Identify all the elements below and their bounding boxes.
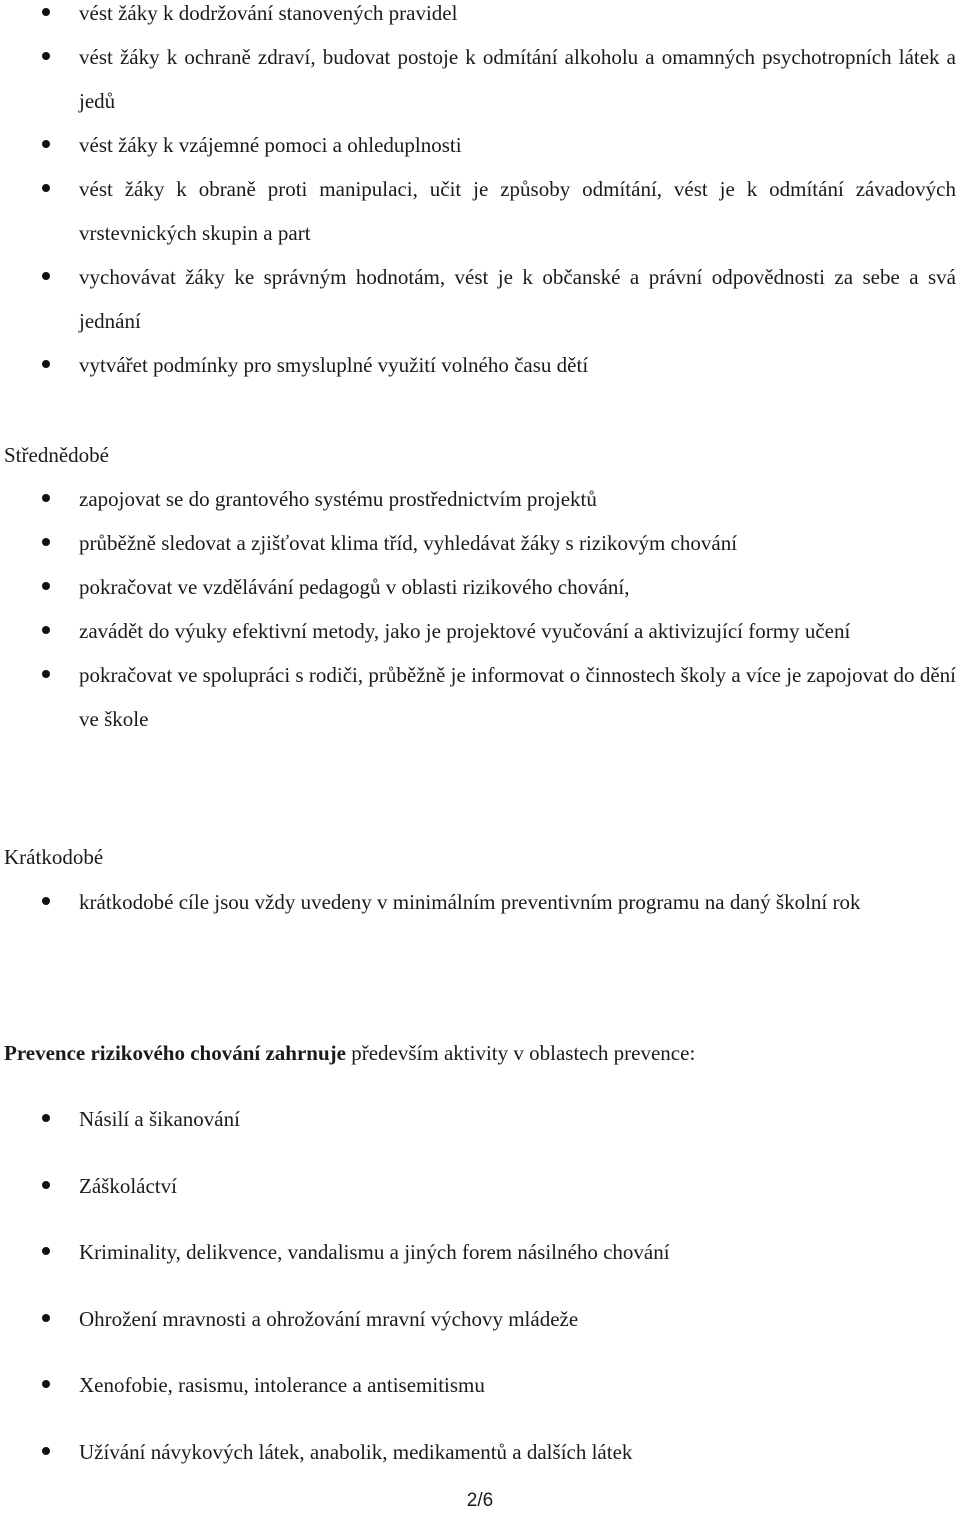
list-item — [0, 35, 960, 123]
bullet-icon — [42, 8, 50, 16]
bullet-icon — [42, 1314, 50, 1322]
list-item — [0, 0, 960, 35]
list-item-text: vytvářet podmínky pro smysluplné využití volného času dětí — [79, 353, 589, 377]
list-item-text: zavádět do výuky efektivní metody, jako je projektové vyučování a aktivizující formy učení — [79, 619, 851, 643]
bullet-icon — [42, 897, 50, 905]
prevention-intro-bold: Prevence rizikového chování zahrnuje — [4, 1041, 346, 1065]
list-item — [0, 521, 960, 565]
list-item-text: vychovávat žáky ke správným hodnotám, vést je k občanské a právní odpovědnosti za sebe a svá jednání — [79, 265, 956, 333]
list-item — [0, 1363, 960, 1407]
list-item-text: pokračovat ve vzdělávání pedagogů v oblasti rizikového chování, — [79, 575, 630, 599]
list-item — [0, 1430, 960, 1474]
list-item — [0, 343, 960, 387]
list-item-text: Ohrožení mravnosti a ohrožování mravní výchovy mládeže — [79, 1306, 579, 1331]
list-item-text: zapojovat se do grantového systému prostřednictvím projektů — [79, 487, 597, 511]
list-item-text: Užívání návykových látek, anabolik, medikamentů a dalších látek — [79, 1439, 633, 1464]
bullet-icon — [42, 272, 50, 280]
bullet-icon — [42, 494, 50, 502]
list-item-text: pokračovat ve spolupráci s rodiči, průběžně je informovat o činnostech školy a více je zapojovat do dění ve škole — [79, 663, 956, 731]
prevention-intro — [4, 1038, 695, 1068]
prevention-intro-rest: především aktivity v oblastech prevence: — [345, 1041, 696, 1065]
goals-list-long-term — [0, 0, 960, 387]
list-item-text: vést žáky k vzájemné pomoci a ohleduplnosti — [79, 133, 462, 157]
list-item-text: Násilí a šikanování — [79, 1107, 240, 1131]
list-item-text: Záškoláctví — [79, 1173, 177, 1198]
bullet-icon — [42, 582, 50, 590]
list-item-text: Xenofobie, rasismu, intolerance a antisemitismu — [79, 1373, 485, 1397]
bullet-icon — [42, 140, 50, 148]
goals-list-short-term — [0, 880, 960, 924]
bullet-icon — [42, 1181, 50, 1189]
list-item — [0, 1230, 960, 1274]
bullet-icon — [42, 626, 50, 634]
list-item-text: krátkodobé cíle jsou vždy uvedeny v minimálním preventivním programu na daný školní rok — [79, 890, 861, 914]
list-item-text: průběžně sledovat a zjišťovat klima tříd, vyhledávat žáky s rizikovým chování — [79, 531, 738, 555]
list-item — [0, 609, 960, 653]
list-item-text: vést žáky k dodržování stanovených pravidel — [79, 1, 458, 25]
bullet-icon — [42, 52, 50, 60]
list-item — [0, 255, 960, 343]
list-item — [0, 653, 960, 741]
list-item — [0, 1097, 960, 1141]
list-item — [0, 565, 960, 609]
bullet-icon — [42, 1114, 50, 1122]
page-number: 2/6 — [466, 1490, 494, 1511]
list-item — [0, 1297, 960, 1341]
list-item — [0, 880, 960, 924]
bullet-icon — [42, 1447, 50, 1455]
list-item — [0, 123, 960, 167]
list-item — [0, 477, 960, 521]
goals-list-medium-term — [0, 477, 960, 741]
bullet-icon — [42, 1380, 50, 1388]
list-item-text: vést žáky k obraně proti manipulaci, učit je způsoby odmítání, vést je k odmítání závadových vrstevnických skupin a part — [79, 177, 956, 245]
bullet-icon — [42, 360, 50, 368]
bullet-icon — [42, 184, 50, 192]
list-item — [0, 1164, 960, 1208]
bullet-icon — [42, 1247, 50, 1255]
bullet-icon — [42, 538, 50, 546]
bullet-icon — [42, 670, 50, 678]
prevention-areas-list — [0, 1097, 960, 1474]
heading-medium-term: Střednědobé — [4, 443, 109, 467]
list-item — [0, 167, 960, 255]
list-item-text: Kriminality, delikvence, vandalismu a jiných forem násilného chování — [79, 1240, 670, 1264]
heading-short-term: Krátkodobé — [4, 845, 104, 869]
list-item-text: vést žáky k ochraně zdraví, budovat postoje k odmítání alkoholu a omamných psychotropních látek a jedů — [79, 45, 956, 113]
